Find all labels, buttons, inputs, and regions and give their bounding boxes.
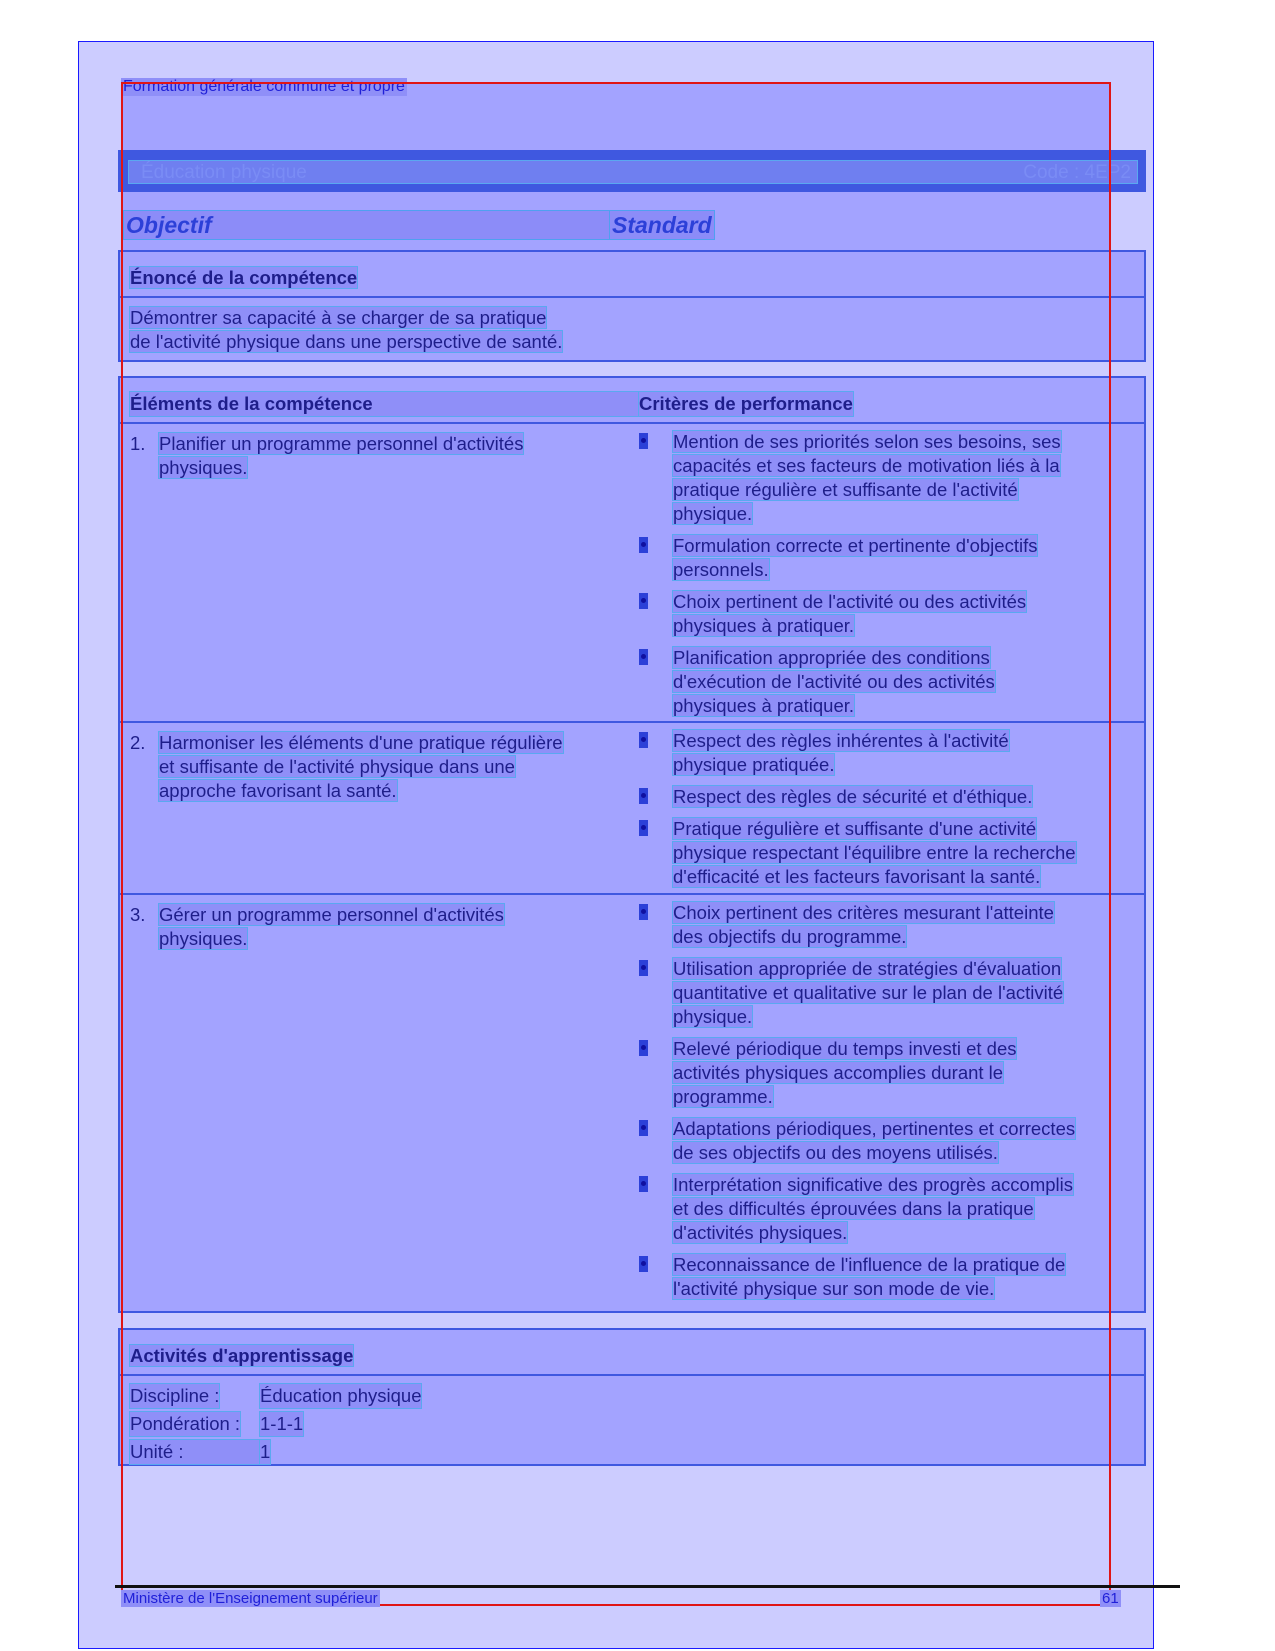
criterion-line: physique.: [673, 503, 753, 524]
objectif-heading: Objectif: [123, 210, 610, 240]
criterion-line: des objectifs du programme.: [673, 926, 907, 947]
criterion-line: Adaptations périodiques, pertinentes et correctes: [673, 1118, 1076, 1139]
element-line: et suffisante de l'activité physique dans une: [159, 756, 515, 777]
discipline-label: Discipline :: [130, 1385, 220, 1406]
criterion-line: Choix pertinent des critères mesurant l'atteinte: [673, 902, 1054, 923]
element-number: 2.: [130, 732, 146, 753]
element-line: Harmoniser les éléments d'une pratique régulière: [159, 732, 563, 753]
unite-label: Unité :: [130, 1440, 270, 1464]
criterion-line: Interprétation significative des progrès accomplis: [673, 1174, 1073, 1195]
criterion-line: l'activité physique sur son mode de vie.: [673, 1278, 995, 1299]
criterion-line: Utilisation appropriée de stratégies d'évaluation: [673, 958, 1062, 979]
statement-line: de l'activité physique dans une perspective de santé.: [130, 331, 563, 352]
header-label: Formation générale commune et propre: [123, 78, 405, 95]
unite-value: 1: [260, 1441, 271, 1462]
criterion-line: quantitative et qualitative sur le plan de l'activité: [673, 982, 1064, 1003]
criterion-line: Respect des règles de sécurité et d'éthique.: [673, 786, 1033, 807]
criterion-line: programme.: [673, 1086, 773, 1107]
course-code: Code : 4EP2: [1023, 162, 1131, 183]
ponderation-value: 1-1-1: [260, 1413, 304, 1434]
element-line: physiques.: [159, 928, 248, 949]
content-frame: [121, 82, 1111, 1606]
criterion-line: activités physiques accomplies durant le: [673, 1062, 1004, 1083]
element-number: 1.: [130, 433, 146, 454]
footer-ministry: Ministère de l'Enseignement supérieur: [123, 1590, 378, 1607]
element-line: approche favorisant la santé.: [159, 780, 397, 801]
criterion-line: Planification appropriée des conditions: [673, 647, 990, 668]
element-line: Gérer un programme personnel d'activités: [159, 904, 504, 925]
ponderation-label: Pondération :: [130, 1413, 241, 1434]
elements-heading: Éléments de la compétence: [130, 392, 641, 416]
element-line: Planifier un programme personnel d'activités: [159, 433, 524, 454]
page-number: 61: [1102, 1590, 1119, 1607]
discipline-value: Éducation physique: [260, 1385, 422, 1406]
criterion-line: et des difficultés éprouvées dans la pratique: [673, 1198, 1034, 1219]
criterion-line: physique respectant l'équilibre entre la recherche: [673, 842, 1076, 863]
criterion-line: d'efficacité et les facteurs favorisant la santé.: [673, 866, 1041, 887]
element-line: physiques.: [159, 457, 248, 478]
criterion-line: de ses objectifs ou des moyens utilisés.: [673, 1142, 998, 1163]
criterion-line: Choix pertinent de l'activité ou des activités: [673, 591, 1027, 612]
criterion-line: d'exécution de l'activité ou des activités: [673, 671, 995, 692]
course-title: Éducation physique: [141, 162, 307, 183]
criterion-line: physique pratiquée.: [673, 754, 835, 775]
criterion-line: physiques à pratiquer.: [673, 615, 855, 636]
criterion-line: Relevé périodique du temps investi et des: [673, 1038, 1017, 1059]
criterion-line: Reconnaissance de l'influence de la pratique de: [673, 1254, 1066, 1275]
criterion-line: Mention de ses priorités selon ses besoins, ses: [673, 431, 1061, 452]
criterion-line: physique.: [673, 1006, 753, 1027]
footer-rule: [115, 1585, 1180, 1588]
criterion-line: capacités et ses facteurs de motivation liés à la: [673, 455, 1060, 476]
criteria-heading: Critères de performance: [639, 393, 853, 414]
criterion-line: Respect des règles inhérentes à l'activité: [673, 730, 1009, 751]
statement-line: Démontrer sa capacité à se charger de sa pratique: [130, 307, 547, 328]
competence-heading: Énoncé de la compétence: [130, 267, 358, 288]
criterion-line: personnels.: [673, 559, 769, 580]
element-number: 3.: [130, 904, 146, 925]
criterion-line: Pratique régulière et suffisante d'une activité: [673, 818, 1037, 839]
standard-heading: Standard: [609, 210, 715, 240]
criterion-line: pratique régulière et suffisante de l'activité: [673, 479, 1018, 500]
criterion-line: physiques à pratiquer.: [673, 695, 855, 716]
criterion-line: Formulation correcte et pertinente d'objectifs: [673, 535, 1038, 556]
activities-heading: Activités d'apprentissage: [130, 1345, 354, 1366]
criterion-line: d'activités physiques.: [673, 1222, 848, 1243]
